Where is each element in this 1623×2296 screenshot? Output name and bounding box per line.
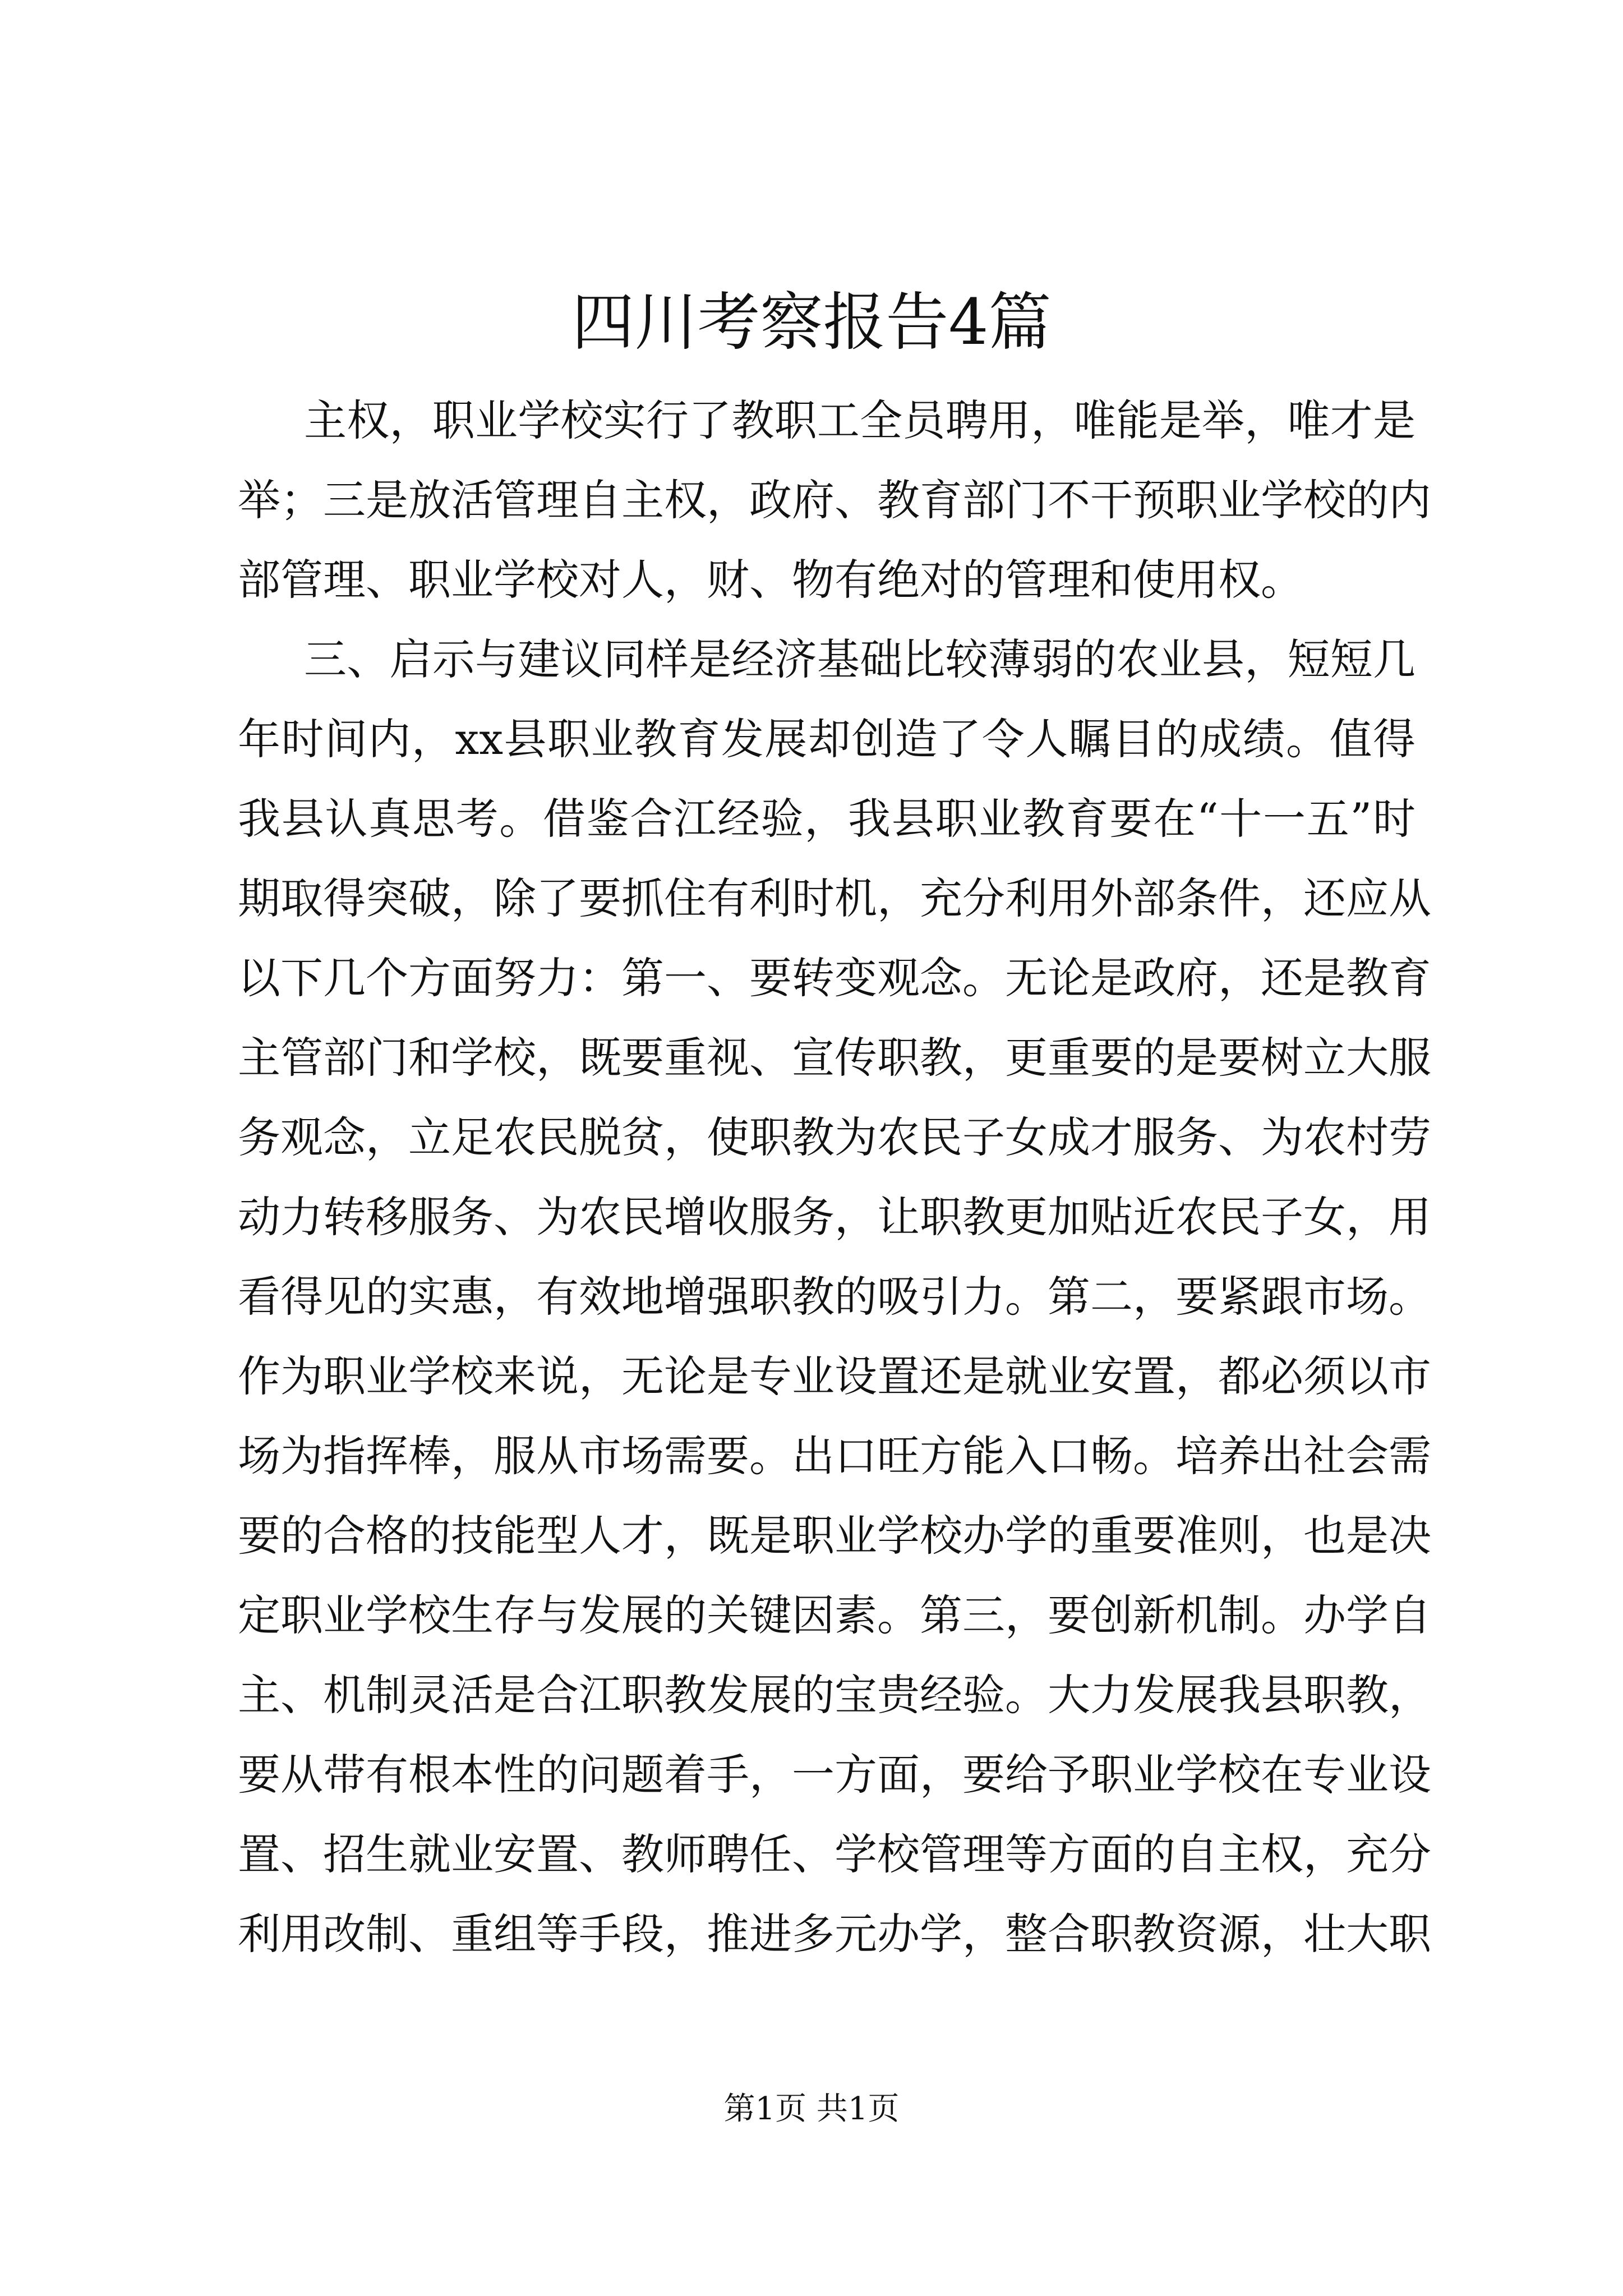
body-line: 作为职业学校来说，无论是专业设置还是就业安置，都必须以市 — [238, 1351, 1431, 1401]
body-line: 务观念，立足农民脱贫，使职教为农民子女成才服务、为农村劳 — [238, 1112, 1431, 1162]
body-line: 部管理、职业学校对人，财、物有绝对的管理和使用权。 — [238, 555, 1303, 605]
body-line: 期取得突破，除了要抓住有利时机，充分利用外部条件，还应从 — [238, 873, 1431, 923]
body-line: 以下几个方面努力：第一、要转变观念。无论是政府，还是教育 — [238, 953, 1431, 1003]
body-line: 主权，职业学校实行了教职工全员聘用，唯能是举，唯才是 — [304, 395, 1415, 445]
body-line: 定职业学校生存与发展的关键因素。第三，要创新机制。办学自 — [238, 1590, 1431, 1640]
body-line: 看得见的实惠，有效地增强职教的吸引力。第二，要紧跟市场。 — [238, 1272, 1431, 1322]
body-line: 要的合格的技能型人才，既是职业学校办学的重要准则，也是决 — [238, 1511, 1431, 1561]
body-line: 我县认真思考。借鉴合江经验，我县职业教育要在“十一五”时 — [238, 794, 1415, 844]
body-line: 年时间内，xx县职业教育发展却创造了令人瞩目的成绩。值得 — [238, 714, 1415, 764]
body-line: 置、招生就业安置、教师聘任、学校管理等方面的自主权，充分 — [238, 1829, 1431, 1879]
document-title: 四川考察报告4篇 — [571, 286, 1052, 359]
body-line: 要从带有根本性的问题着手，一方面，要给予职业学校在专业设 — [238, 1750, 1431, 1800]
body-line: 场为指挥棒，服从市场需要。出口旺方能入口畅。培养出社会需 — [238, 1431, 1431, 1481]
body-line: 动力转移服务、为农民增收服务，让职教更加贴近农民子女，用 — [238, 1192, 1431, 1242]
body-line: 举；三是放活管理自主权，政府、教育部门不干预职业学校的内 — [238, 475, 1431, 525]
body-line: 主、机制灵活是合江职教发展的宝贵经验。大力发展我县职教， — [238, 1670, 1431, 1720]
page-number-footer: 第1页 共1页 — [723, 2091, 900, 2127]
body-line: 三、启示与建议同样是经济基础比较薄弱的农业县，短短几 — [304, 634, 1415, 684]
body-line: 主管部门和学校，既要重视、宣传职教，更重要的是要树立大服 — [238, 1033, 1431, 1083]
body-line: 利用改制、重组等手段，推进多元办学，整合职教资源，壮大职 — [238, 1909, 1431, 1959]
